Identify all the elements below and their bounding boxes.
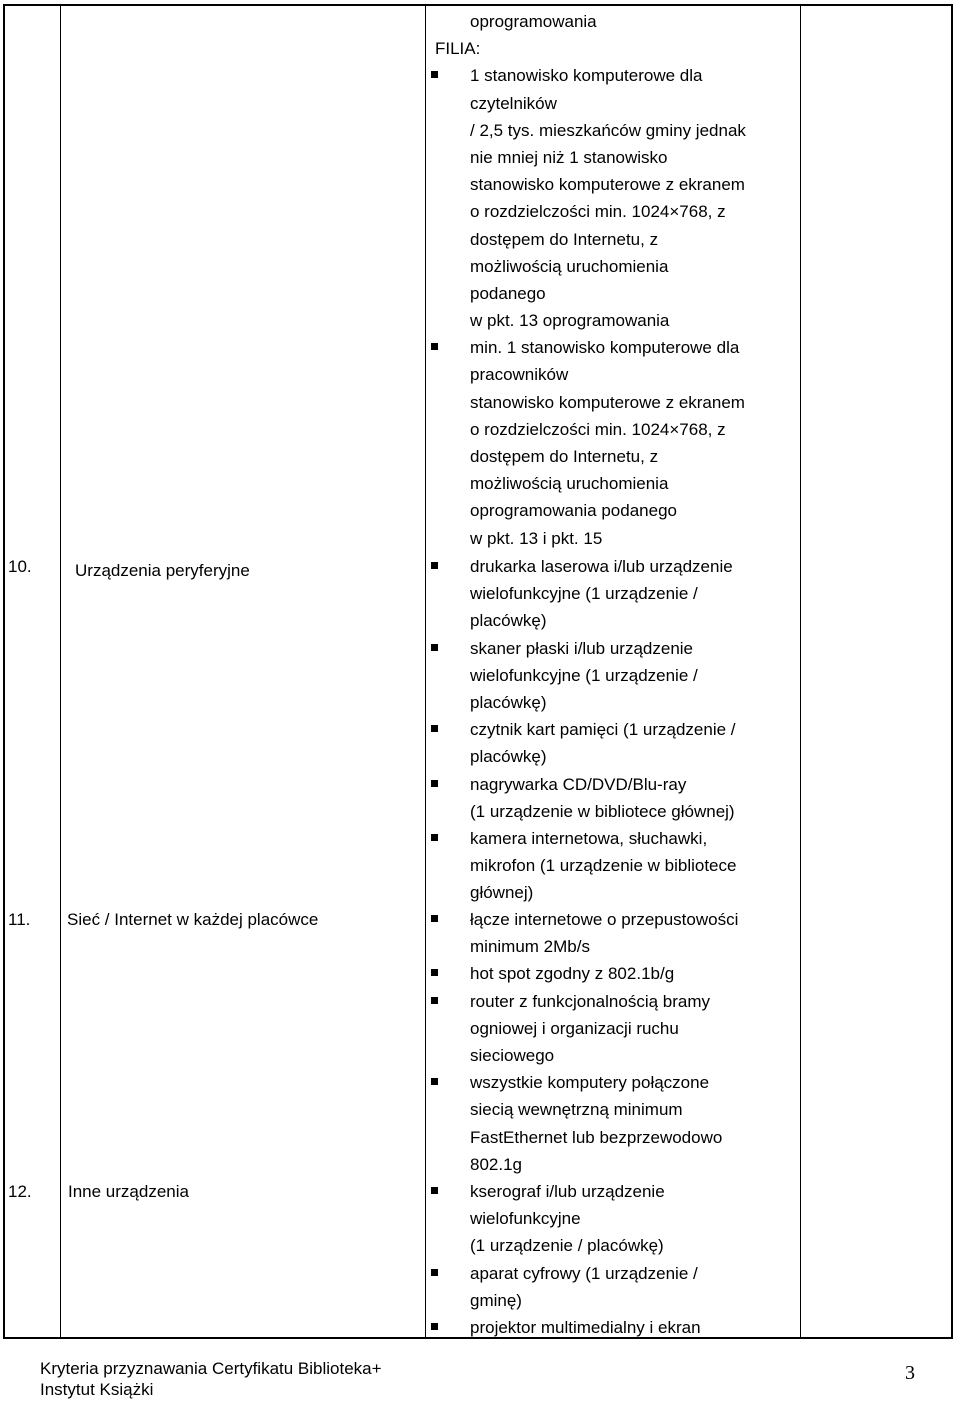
list-item-text: dostępem do Internetu, z <box>470 229 659 249</box>
list-item-text: stanowisko komputerowe z ekranem <box>470 392 745 412</box>
footer-publisher: Instytut Książki <box>40 1380 154 1399</box>
bullet-icon <box>431 969 438 976</box>
list-item-continuation <box>470 743 736 770</box>
list-item-continuation <box>470 361 746 388</box>
list-item-continuation <box>470 852 736 879</box>
list-item-continuation <box>470 389 746 416</box>
list-item-text: skaner płaski i/lub urządzenie <box>470 638 694 658</box>
row-number: 12. <box>8 1182 32 1201</box>
list-item <box>470 988 738 1015</box>
bullet-icon <box>431 644 438 651</box>
column-divider <box>800 6 801 1337</box>
list-item-text: FILIA: <box>435 39 481 59</box>
list-item-text: o rozdzielczości min. 1024×768, z <box>470 202 726 222</box>
list-item-continuation <box>470 307 746 334</box>
bullet-icon <box>431 1078 438 1085</box>
list-item-text: (1 urządzenie w bibliotece głównej) <box>470 801 735 821</box>
list-item-text: oprogramowania <box>470 12 597 31</box>
list-item-continuation <box>470 933 738 960</box>
bullet-icon <box>431 997 438 1004</box>
requirements-list <box>470 553 736 906</box>
list-item-text: drukarka laserowa i/lub urządzenie <box>470 557 733 576</box>
list-item <box>470 1314 701 1341</box>
row-number: 10. <box>8 557 32 576</box>
list-item-text: 1 stanowisko komputerowe dla <box>470 66 703 86</box>
list-item-text: dostępem do Internetu, z <box>470 447 659 466</box>
list-item-continuation <box>470 525 746 552</box>
list-item-continuation <box>470 798 736 825</box>
list-item-text: w pkt. 13 oprogramowania <box>470 311 670 331</box>
row-number: 11. <box>8 910 31 929</box>
bullet-icon <box>431 725 438 732</box>
list-item-text: min. 1 stanowisko komputerowe dla <box>470 338 740 358</box>
list-item <box>470 1178 701 1205</box>
bullet-icon <box>431 562 438 569</box>
list-item-text: hot spot zgodny z 802.1b/g <box>470 964 675 984</box>
row-category: Inne urządzenia <box>68 1182 189 1201</box>
list-item-continuation <box>470 90 746 117</box>
list-item <box>470 1069 738 1096</box>
list-item <box>470 635 736 662</box>
list-item-continuation <box>470 580 736 607</box>
list-item-text: możliwością uruchomienia <box>470 256 669 276</box>
bullet-icon <box>431 71 438 78</box>
list-item-continuation <box>470 1287 701 1314</box>
page-number: 3 <box>905 1362 915 1384</box>
requirements-list <box>470 1178 701 1341</box>
list-item-text: wielofunkcyjne (1 urządzenie / <box>470 584 698 604</box>
bullet-icon <box>431 343 438 350</box>
list-item-continuation <box>470 171 746 198</box>
bullet-icon <box>431 1323 438 1330</box>
list-item-text: aparat cyfrowy (1 urządzenie / <box>470 1263 698 1283</box>
requirements-list <box>470 906 738 1178</box>
list-item-continuation <box>470 280 746 307</box>
list-item-text: nie mniej niż 1 stanowisko <box>470 147 668 167</box>
list-item-text: FastEthernet lub bezprzewodowo <box>470 1127 723 1147</box>
list-item-text: oprogramowania podanego <box>470 501 677 521</box>
list-item-continuation <box>435 35 746 62</box>
list-item-text: gminę) <box>470 1290 522 1310</box>
list-item-text: wielofunkcyjne (1 urządzenie / <box>470 665 698 685</box>
list-item-text: minimum 2Mb/s <box>470 937 590 957</box>
list-item-text: czytelników <box>470 93 557 113</box>
list-item-text: łącze internetowe o przepustowości <box>470 910 739 929</box>
requirements-list <box>435 8 746 552</box>
list-item-text: 802.1g <box>470 1154 522 1174</box>
column-divider <box>425 6 426 1337</box>
row-category: Urządzenia peryferyjne <box>75 561 250 580</box>
bullet-icon <box>431 1269 438 1276</box>
list-item <box>470 771 736 798</box>
footer-title: Kryteria przyznawania Certyfikatu Biblioteka+ <box>40 1359 382 1378</box>
list-item-text: kserograf i/lub urządzenie <box>470 1182 665 1201</box>
list-item-text: (1 urządzenie / placówkę) <box>470 1236 664 1256</box>
list-item-text: głównej) <box>470 883 534 903</box>
bullet-icon <box>431 915 438 922</box>
list-item <box>470 553 736 580</box>
list-item-text: czytnik kart pamięci (1 urządzenie / <box>470 720 736 740</box>
list-item-text: możliwością uruchomienia <box>470 474 669 494</box>
list-item-continuation <box>470 253 746 280</box>
list-item-text: wielofunkcyjne <box>470 1209 581 1229</box>
list-item-continuation <box>470 1096 738 1123</box>
list-item-continuation <box>470 879 736 906</box>
list-item-continuation <box>470 1042 738 1069</box>
list-item-text: pracowników <box>470 365 569 385</box>
list-item-continuation <box>470 1232 701 1259</box>
list-item <box>470 716 736 743</box>
list-item-text: w pkt. 13 i pkt. 15 <box>470 528 603 548</box>
bullet-icon <box>431 1187 438 1194</box>
list-item <box>470 1260 701 1287</box>
list-item-continuation <box>470 1124 738 1151</box>
list-item <box>470 960 738 987</box>
list-item-continuation <box>470 198 746 225</box>
list-item-continuation <box>470 1015 738 1042</box>
list-item <box>470 334 746 361</box>
list-item-continuation <box>470 226 746 253</box>
list-item-text: kamera internetowa, słuchawki, <box>470 828 708 848</box>
list-item-text: siecią wewnętrzną minimum <box>470 1100 683 1120</box>
list-item <box>470 906 738 933</box>
list-item-continuation <box>470 8 746 35</box>
footer <box>40 1358 382 1400</box>
column-divider <box>60 6 61 1337</box>
list-item-text: router z funkcjonalnością bramy <box>470 991 711 1011</box>
list-item-text: nagrywarka CD/DVD/Blu-ray <box>470 774 687 794</box>
list-item-text: ogniowej i organizacji ruchu <box>470 1018 679 1038</box>
list-item-continuation <box>470 607 736 634</box>
list-item-continuation <box>470 470 746 497</box>
list-item-continuation <box>470 117 746 144</box>
row-category: Sieć / Internet w każdej placówce <box>67 910 319 929</box>
bullet-icon <box>431 834 438 841</box>
list-item <box>470 825 736 852</box>
bullet-icon <box>431 780 438 787</box>
list-item-text: podanego <box>470 283 546 303</box>
list-item-continuation <box>470 497 746 524</box>
list-item-continuation <box>470 1151 738 1178</box>
list-item-text: projektor multimedialny i ekran <box>470 1317 701 1337</box>
list-item-text: stanowisko komputerowe z ekranem <box>470 175 745 195</box>
list-item-text: wszystkie komputery połączone <box>470 1073 710 1093</box>
list-item-continuation <box>470 144 746 171</box>
list-item-text: placówkę) <box>470 611 547 631</box>
list-item-continuation <box>470 416 746 443</box>
list-item <box>470 62 746 89</box>
list-item-text: sieciowego <box>470 1045 555 1065</box>
list-item-text: placówkę) <box>470 692 547 712</box>
list-item-continuation <box>470 689 736 716</box>
list-item-text: mikrofon (1 urządzenie w bibliotece <box>470 856 737 876</box>
list-item-text: placówkę) <box>470 747 547 767</box>
list-item-continuation <box>470 1205 701 1232</box>
list-item-text: o rozdzielczości min. 1024×768, z <box>470 419 726 439</box>
list-item-continuation <box>470 662 736 689</box>
list-item-text: / 2,5 tys. mieszkańców gminy jednak <box>470 120 746 140</box>
list-item-continuation <box>470 443 746 470</box>
